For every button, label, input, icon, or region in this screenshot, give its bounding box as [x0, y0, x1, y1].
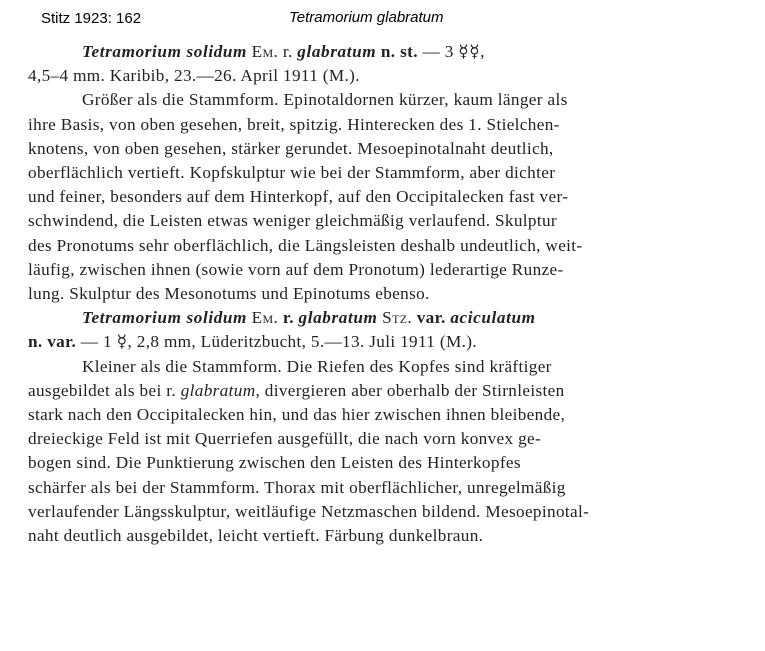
entry1-line: ihre Basis, von oben gesehen, breit, spitzig. Hinterecken des 1. Stielchen-: [28, 114, 560, 134]
entry2-line: schärfer als bei der Stammform. Thorax mit oberflächlicher, unregelmäßig: [28, 477, 566, 497]
entry2-author: Em.: [251, 308, 279, 328]
entry2-heading: [28, 306, 758, 330]
entry2-line: Kleiner als die Stammform. Die Riefen des Kopfes sind kräftiger: [82, 356, 552, 376]
entry2-rank: r.: [282, 308, 294, 328]
taxon-title: Tetramorium glabratum: [289, 9, 444, 26]
entry2-locality: [28, 330, 758, 354]
entry2-name: glabratum: [298, 308, 378, 328]
entry2-line: naht deutlich ausgebildet, leicht vertieft. Färbung dunkelbraun.: [28, 526, 484, 546]
description-text: [28, 40, 758, 548]
entry2-line2-post: divergieren aber oberhalb der Stirnleisten: [264, 380, 565, 400]
entry1-line: und feiner, besonders auf dem Hinterkopf, auf den Occipitalecken fast ver-: [28, 187, 569, 207]
entry2-author2: Stz.: [382, 308, 413, 328]
entry2-line: verlaufender Längsskulptur, weitläufige Netzmaschen bildend. Mesoepinotal-: [28, 501, 590, 521]
entry1-heading: [28, 40, 758, 64]
entry1-name: glabratum: [297, 42, 377, 61]
entry1-status: n. st.: [380, 42, 418, 61]
entry2-line: dreieckige Feld ist mit Querriefen ausgefüllt, die nach vorn konvex ge-: [28, 429, 542, 449]
entry1-locality: 4,5–4 mm. Karibib, 23.—26. April 1911 (M.).: [28, 66, 360, 86]
entry1-dash-count: — 3 ☿☿,: [422, 42, 485, 61]
entry1-line: knotens, von oben gesehen, stärker gerundet. Mesoepinotalnaht deutlich,: [28, 138, 554, 158]
entry1-rank: r.: [282, 42, 293, 61]
entry1-line: schwindend, die Leisten etwas weniger gleichmäßig verlaufend. Skulptur: [28, 211, 557, 231]
entry1-line: des Pronotums sehr oberflächlich, die Längsleisten deshalb undeutlich, weit-: [28, 235, 583, 255]
entry1-line: lung. Skulptur des Mesonotums und Epinotums ebenso.: [28, 284, 430, 304]
entry1-line: oberflächlich vertieft. Kopfskulptur wie bei der Stammform, aber dichter: [28, 163, 556, 183]
entry1-line: läufig, zwischen ihnen (sowie vorn auf dem Pronotum) lederartige Runze-: [28, 259, 564, 279]
entry2-rest: — 1 ☿, 2,8 mm, Lüderitzbucht, 5.—13. Juli 1911 (M.).: [80, 332, 477, 352]
entry2-genus-species: Tetramorium solidum: [82, 308, 248, 328]
entry2-line2-pre: ausgebildet als bei r.: [28, 380, 177, 400]
entry1-author: Em.: [251, 42, 279, 61]
entry1-genus-species: Tetramorium solidum: [82, 42, 248, 61]
citation-label: Stitz 1923: 162: [41, 10, 142, 27]
entry2-line: stark nach den Occipitalecken hin, und das hier zwischen ihnen bleibende,: [28, 405, 566, 425]
entry1-line: Größer als die Stammform. Epinotaldornen kürzer, kaum länger als: [82, 90, 568, 110]
entry2-line: bogen sind. Die Punktierung zwischen den Leisten des Hinterkopfes: [28, 453, 521, 473]
entry2-line-mixed: [28, 379, 758, 403]
entry2-var-name: aciculatum: [450, 308, 536, 328]
entry2-line2-italic: glabratum,: [180, 380, 261, 400]
entry2-status: n. var.: [28, 332, 77, 352]
entry2-var: var.: [416, 308, 446, 328]
